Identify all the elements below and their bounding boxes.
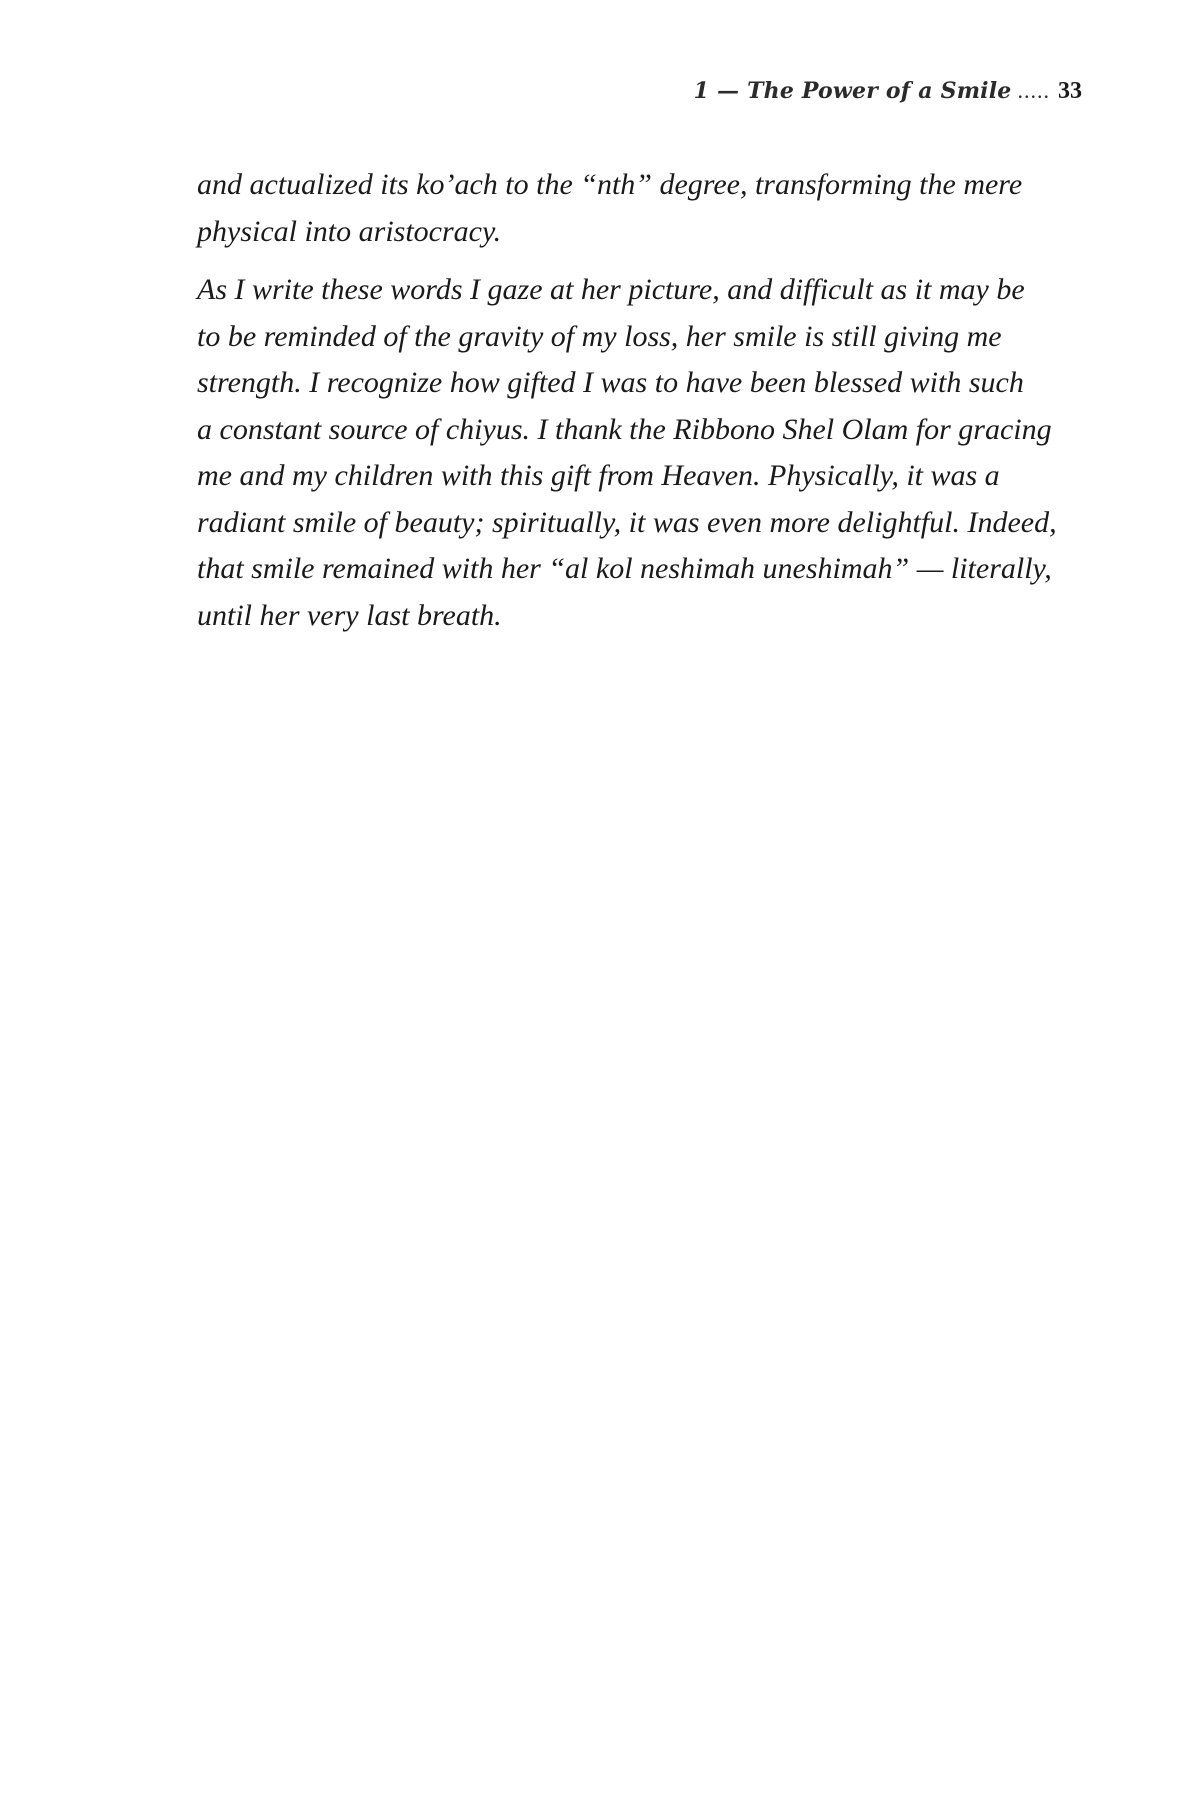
paragraph-2 (197, 267, 1057, 639)
page-number: 33 (1058, 78, 1082, 104)
header-dot-leader: ..... (1017, 78, 1050, 103)
chapter-title: 1 — The Power of a Smile (693, 78, 1012, 104)
text-line: me and my children with this gift from Heaven. Physically, it was a (197, 459, 1000, 492)
text-line: to be reminded of the gravity of my loss, her smile is still giving me (197, 319, 1002, 353)
text-line: As I write these words I gaze at her picture, and difficult as it may be (197, 273, 1025, 306)
text-line: and actualized its ko’ach to the “nth” degree, transforming the mere (197, 168, 1023, 201)
text-line: strength. I recognize how gifted I was to have been blessed with such (197, 366, 1024, 399)
running-header (694, 78, 1082, 105)
text-line: until her very last breath. (197, 598, 502, 632)
paragraph-1 (197, 162, 1023, 255)
text-line: a constant source of chiyus. I thank the Ribbono Shel Olam for gracing (197, 412, 1052, 446)
text-line: radiant smile of beauty; spiritually, it was even more delightful. Indeed, (197, 505, 1057, 539)
body-text (197, 162, 1057, 639)
text-line: physical into aristocracy. (197, 214, 502, 248)
text-line: that smile remained with her “al kol neshimah uneshimah” — literally, (197, 552, 1052, 585)
